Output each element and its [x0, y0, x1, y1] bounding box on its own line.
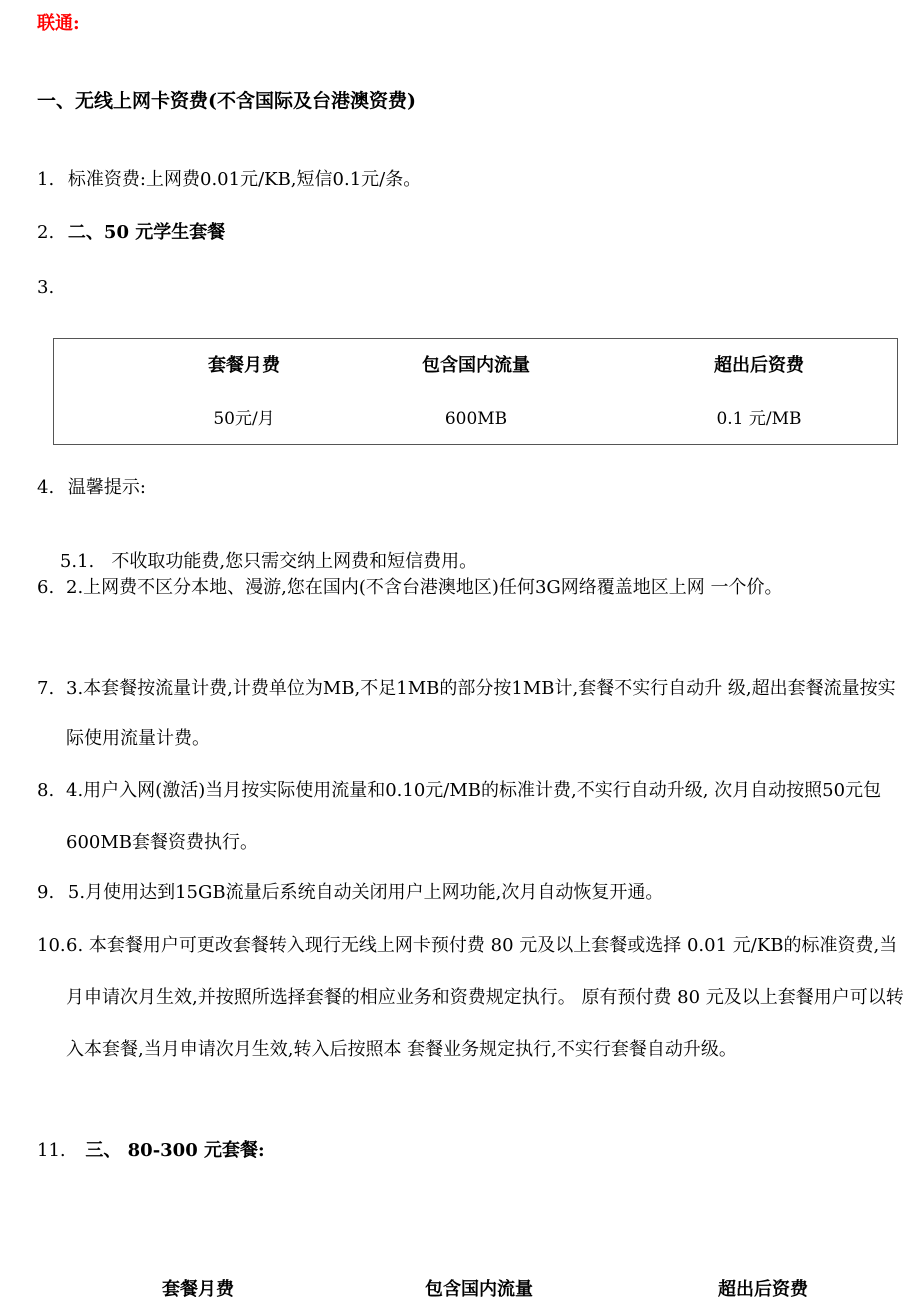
item-number: 2.: [37, 222, 55, 243]
section-title: 一、无线上网卡资费(不含国际及台港澳资费): [37, 90, 416, 112]
item-text: 1. 不收取功能费,您只需交纳上网费和短信费用。: [77, 551, 478, 572]
item-text: 二、50 元学生套餐: [67, 222, 226, 243]
list-item: [37, 276, 54, 300]
item-number: 9.: [37, 882, 55, 903]
list-item: [37, 221, 225, 245]
item-text: 6. 本套餐用户可更改套餐转入现行无线上网卡预付费 80 元及以上套餐或选择 0.01 元/KB的标准资费,当月申请次月生效,并按照所选择套餐的相应业务和资费规定执行。 原有预付费 80 元及以上套餐用户可以转入本套餐,当月申请次月生效,转入后按照本 套餐业务规定执行,不实行套餐自动升级。: [66, 935, 904, 1060]
item-number: 3.: [37, 277, 55, 298]
item-text: 标准资费:上网费0.01元/KB,短信0.1元/条。: [67, 169, 422, 190]
item-number: 7.: [37, 678, 55, 699]
item-text: 2.上网费不区分本地、漫游,您在国内(不含台港澳地区)任何3G网络覆盖地区上网 一个价。: [66, 577, 783, 598]
item-text: 4.用户入网(激活)当月按实际使用流量和0.10元/MB的标准计费,不实行自动升级, 次月自动按照50元包600MB套餐资费执行。: [66, 780, 882, 853]
pricing-table: [53, 338, 898, 445]
item-number: 5.: [59, 551, 78, 572]
table2-header-traffic: 包含国内流量: [425, 1279, 533, 1300]
table2-header-fee: 套餐月费: [162, 1279, 234, 1300]
item-number: 4.: [37, 477, 55, 498]
item-text: 温馨提示:: [67, 477, 146, 498]
table-cell-fee: 50元/月: [213, 409, 275, 429]
table-header-traffic: 包含国内流量: [422, 355, 530, 376]
item-number: 8.: [37, 780, 55, 801]
item-number: 6.: [37, 577, 55, 598]
brand-label: 联通:: [37, 13, 80, 34]
item-text: 5.月使用达到15GB流量后系统自动关闭用户上网功能,次月自动恢复开通。: [67, 882, 664, 903]
table2-header-overage: 超出后资费: [718, 1279, 808, 1300]
item-text: 三、 80-300 元套餐:: [85, 1140, 265, 1161]
table-cell-traffic: 600MB: [444, 409, 508, 429]
list-item: [37, 168, 421, 192]
list-item: [37, 881, 663, 905]
list-item: [37, 1139, 265, 1163]
item-number: 1.: [37, 169, 55, 190]
table-cell-overage: 0.1 元/MB: [716, 409, 802, 429]
list-item: [37, 476, 146, 500]
item-number: 11.: [37, 1140, 66, 1161]
table-header-fee: 套餐月费: [208, 355, 280, 376]
item-number: 10.: [37, 935, 66, 956]
item-text: 3.本套餐按流量计费,计费单位为MB,不足1MB的部分按1MB计,套餐不实行自动升 级,超出套餐流量按实际使用流量计费。: [66, 678, 896, 749]
table-header-overage: 超出后资费: [714, 355, 804, 376]
